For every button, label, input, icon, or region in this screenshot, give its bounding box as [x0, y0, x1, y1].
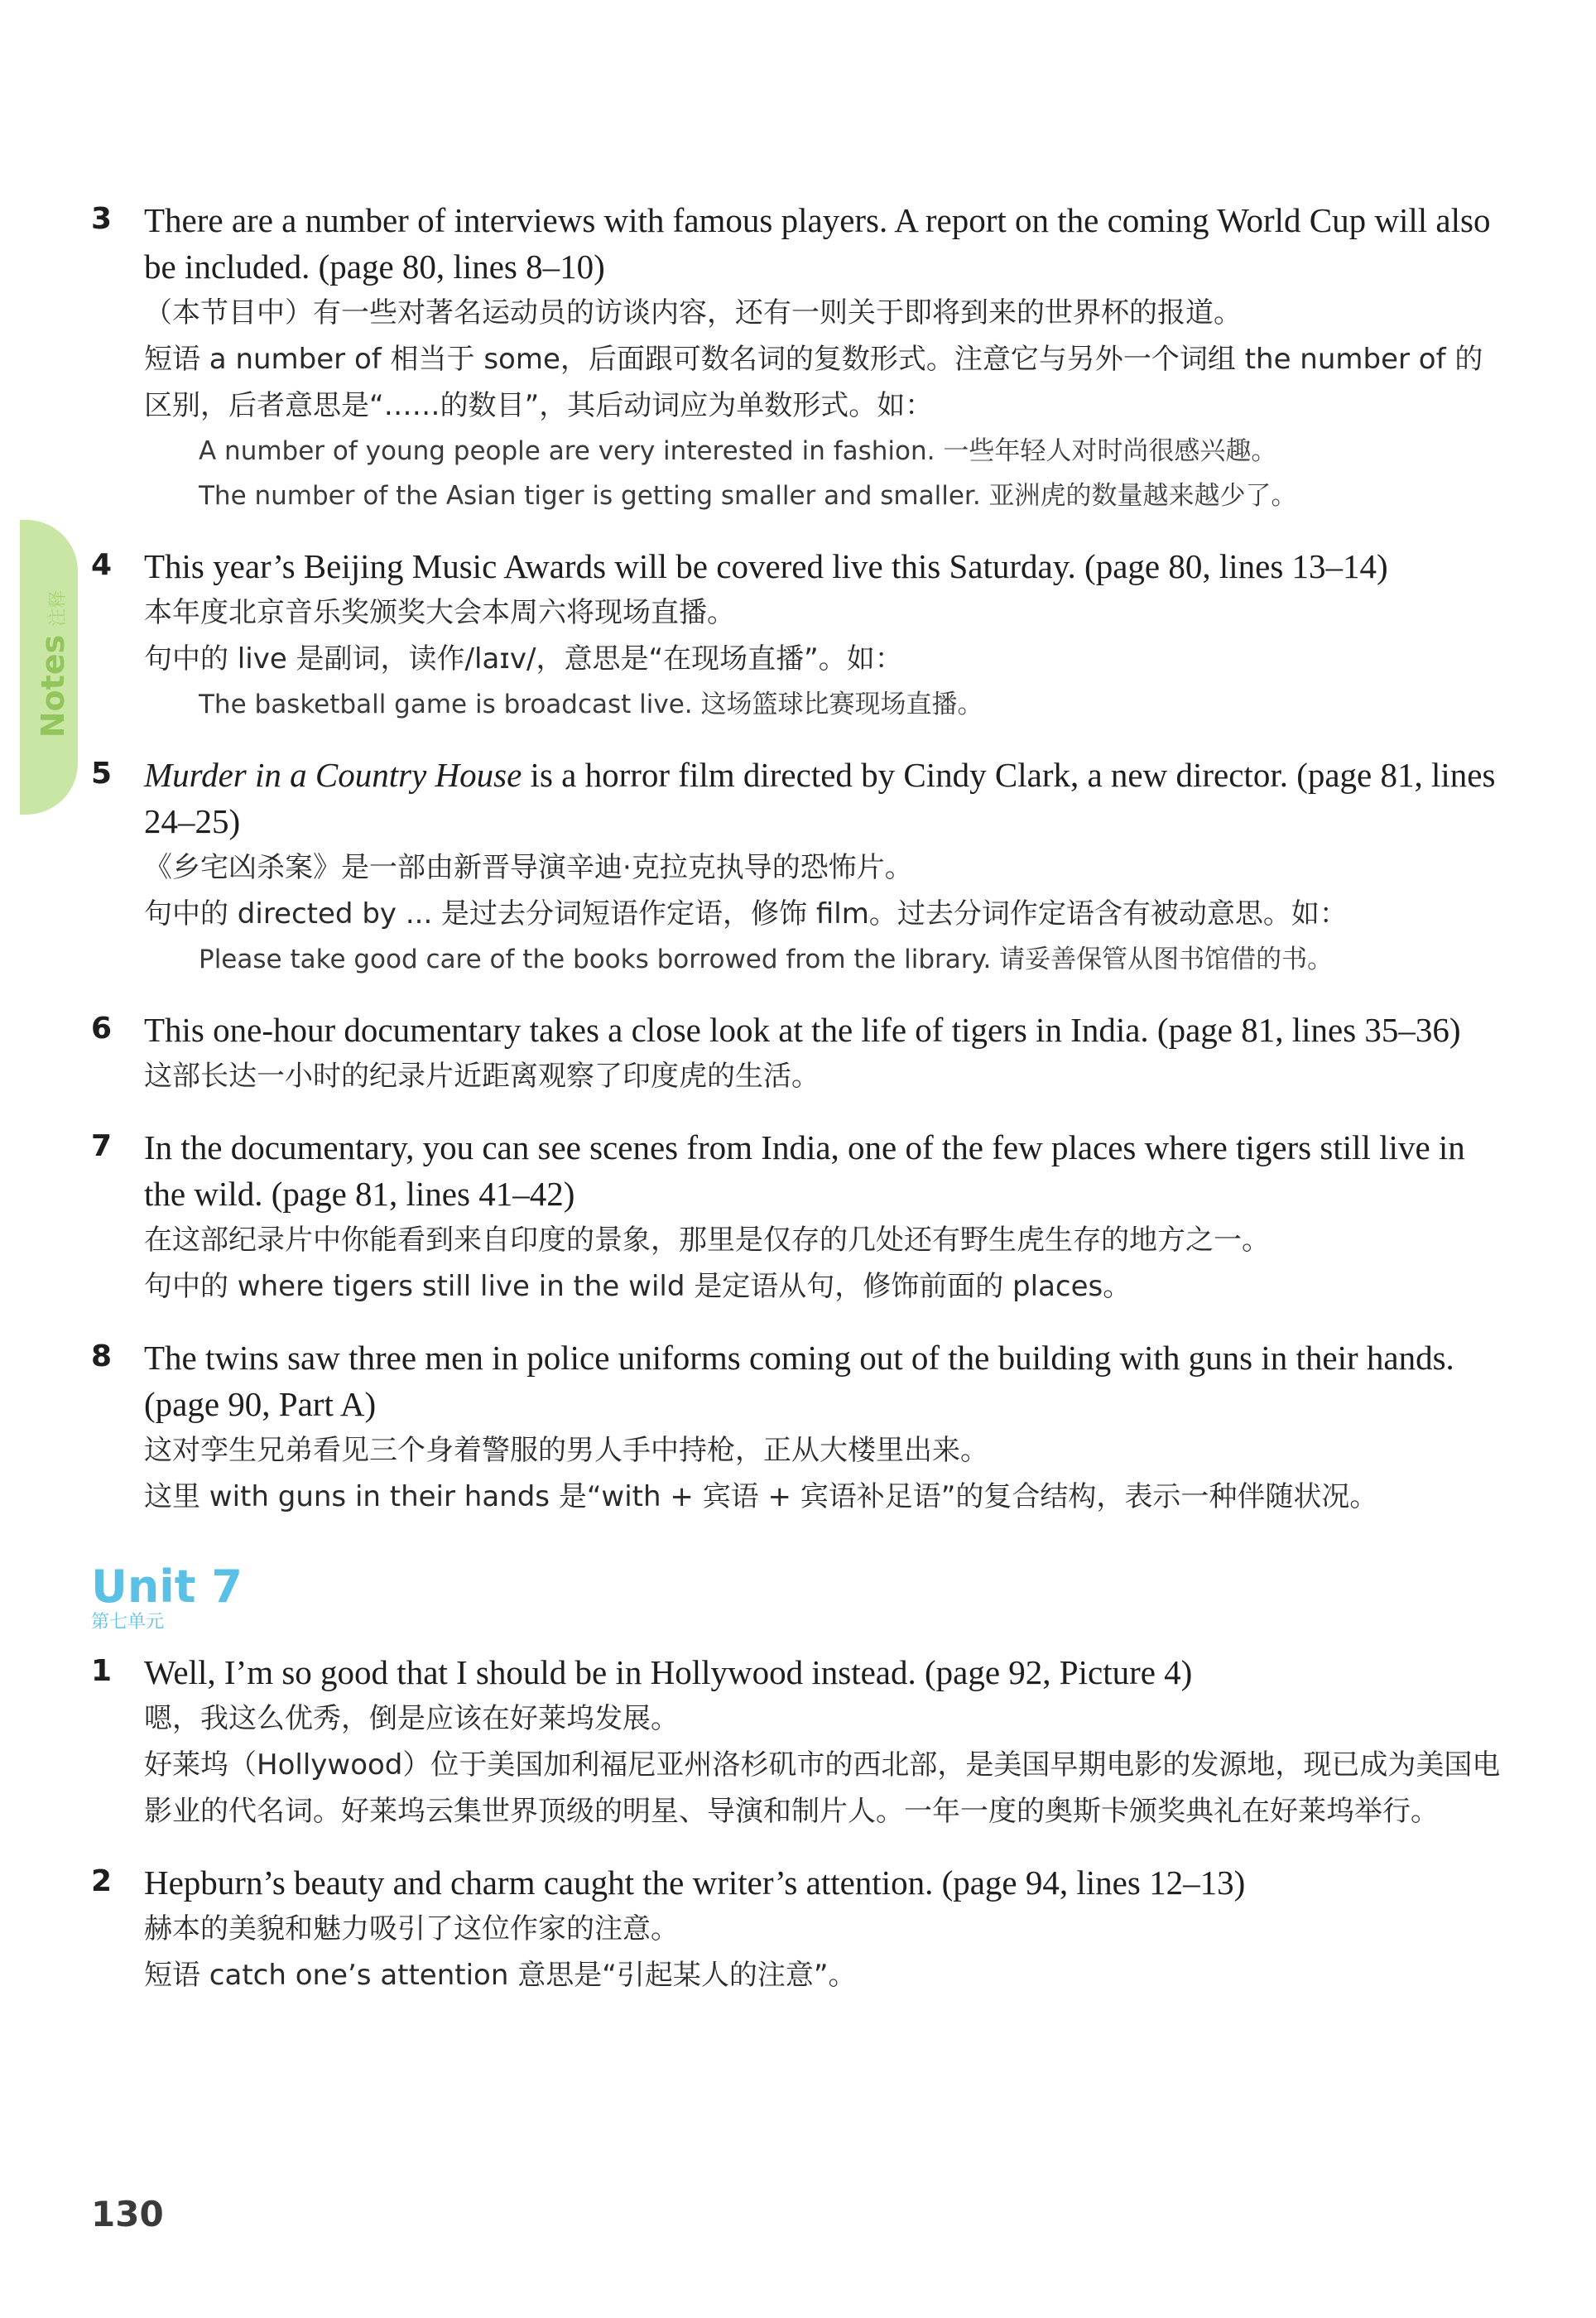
note-item — [91, 752, 1507, 982]
note-explanation: 短语 a number of 相当于 some，后面跟可数名词的复数形式。注意它与另外一个词组 the number of 的区别，后者意思是“……的数目”，其后动词应为单数形式。如： — [144, 343, 1483, 422]
note-chinese-translation: （本节目中）有一些对著名运动员的访谈内容，还有一则关于即将到来的世界杯的报道。 — [144, 296, 1242, 329]
note-number: 5 — [91, 757, 113, 791]
notes-tab-label: Notes — [35, 634, 71, 738]
note-english-rest: is a horror film directed by Cindy Clark, a new director. (page 81, lines 24–25) — [144, 756, 1496, 840]
notes-side-tab-text — [35, 590, 71, 738]
page-number: 130 — [91, 2194, 164, 2234]
note-number: 6 — [91, 1012, 113, 1046]
note-explanation: 句中的 where tigers still live in the wild 是定语从句，修饰前面的 places。 — [144, 1270, 1132, 1303]
note-item — [91, 543, 1507, 727]
note-number: 1 — [91, 1654, 113, 1688]
note-explanation: 好莱坞（Hollywood）位于美国加利福尼亚州洛杉矶市的西北部，是美国早期电影的发源地，现已成为美国电影业的代名词。好莱坞云集世界顶级的明星、导演和制片人。一年一度的奥斯卡颁奖典礼在好莱坞举行。 — [144, 1748, 1501, 1828]
note-explanation: 句中的 directed by ... 是过去分词短语作定语，修饰 film。过去分词作定语含有被动意思。如： — [144, 897, 1348, 931]
note-item — [91, 1124, 1507, 1310]
notes-tab-sublabel: 注释 — [48, 589, 69, 627]
note-item — [91, 1335, 1507, 1520]
note-chinese-translation: 这部长达一小时的纪录片近距离观察了印度虎的生活。 — [144, 1060, 820, 1093]
note-english-sentence — [144, 752, 1507, 844]
note-explanation: 这里 with guns in their hands 是“with + 宾语 + 宾语补足语”的复合结构，表示一种伴随状况。 — [144, 1480, 1378, 1513]
unit-subtitle: 第七单元 — [91, 1612, 165, 1633]
note-chinese-translation: 赫本的美貌和魅力吸引了这位作家的注意。 — [144, 1912, 679, 1945]
note-english-sentence: Well, I’m so good that I should be in Hollywood instead. (page 92, Picture 4) — [144, 1653, 1193, 1691]
note-english-sentence: The twins saw three men in police uniforms coming out of the building with guns in their hands. (page 90, Part A) — [144, 1339, 1454, 1423]
note-item — [91, 197, 1507, 518]
film-title: Murder in a Country House — [144, 756, 522, 794]
note-number: 8 — [91, 1339, 113, 1373]
note-number: 7 — [91, 1129, 113, 1163]
note-explanation: 短语 catch one’s attention 意思是“引起某人的注意”。 — [144, 1959, 857, 1992]
note-item — [91, 1859, 1507, 1998]
note-english-sentence: In the documentary, you can see scenes from India, one of the few places where tigers still live in the wild. (page 81, lines 41–42) — [144, 1128, 1465, 1213]
note-chinese-translation: 《乡宅凶杀案》是一部由新晋导演辛迪·克拉克执导的恐怖片。 — [144, 851, 913, 884]
note-chinese-translation: 嗯，我这么优秀，倒是应该在好莱坞发展。 — [144, 1702, 679, 1735]
note-example: The basketball game is broadcast live. 这场篮球比赛现场直播。 — [199, 690, 983, 719]
note-english-sentence: Hepburn’s beauty and charm caught the writer’s attention. (page 94, lines 12–13) — [144, 1864, 1246, 1902]
note-example: A number of young people are very interested in fashion. 一些年轻人对时尚很感兴趣。 — [199, 436, 1277, 466]
note-example: Please take good care of the books borrowed from the library. 请妥善保管从图书馆借的书。 — [199, 945, 1334, 974]
unit-title: Unit 7 — [91, 1561, 243, 1613]
note-english-sentence: This year’s Beijing Music Awards will be covered live this Saturday. (page 80, lines 13–14) — [144, 547, 1388, 585]
note-number: 2 — [91, 1864, 113, 1898]
note-english-sentence: There are a number of interviews with famous players. A report on the coming World Cup will also be included. (page 80, lines 8–10) — [144, 201, 1491, 286]
note-explanation: 句中的 live 是副词，读作/laɪv/，意思是“在现场直播”。如： — [144, 642, 903, 676]
note-item — [91, 1007, 1507, 1099]
note-chinese-translation: 这对孪生兄弟看见三个身着警服的男人手中持枪，正从大楼里出来。 — [144, 1434, 988, 1467]
unit-heading — [91, 1563, 1507, 1634]
note-english-sentence: This one-hour documentary takes a close look at the life of tigers in India. (page 81, lines 35–36) — [144, 1011, 1461, 1049]
notes-side-tab — [20, 520, 78, 815]
note-chinese-translation: 在这部纪录片中你能看到来自印度的景象，那里是仅存的几处还有野生虎生存的地方之一。 — [144, 1224, 1270, 1257]
note-number: 3 — [91, 202, 113, 236]
note-example: The number of the Asian tiger is getting smaller and smaller. 亚洲虎的数量越来越少了。 — [199, 481, 1297, 511]
notes-column — [91, 197, 1507, 2023]
note-chinese-translation: 本年度北京音乐奖颁奖大会本周六将现场直播。 — [144, 596, 735, 629]
note-number: 4 — [91, 548, 113, 582]
note-item — [91, 1649, 1507, 1835]
